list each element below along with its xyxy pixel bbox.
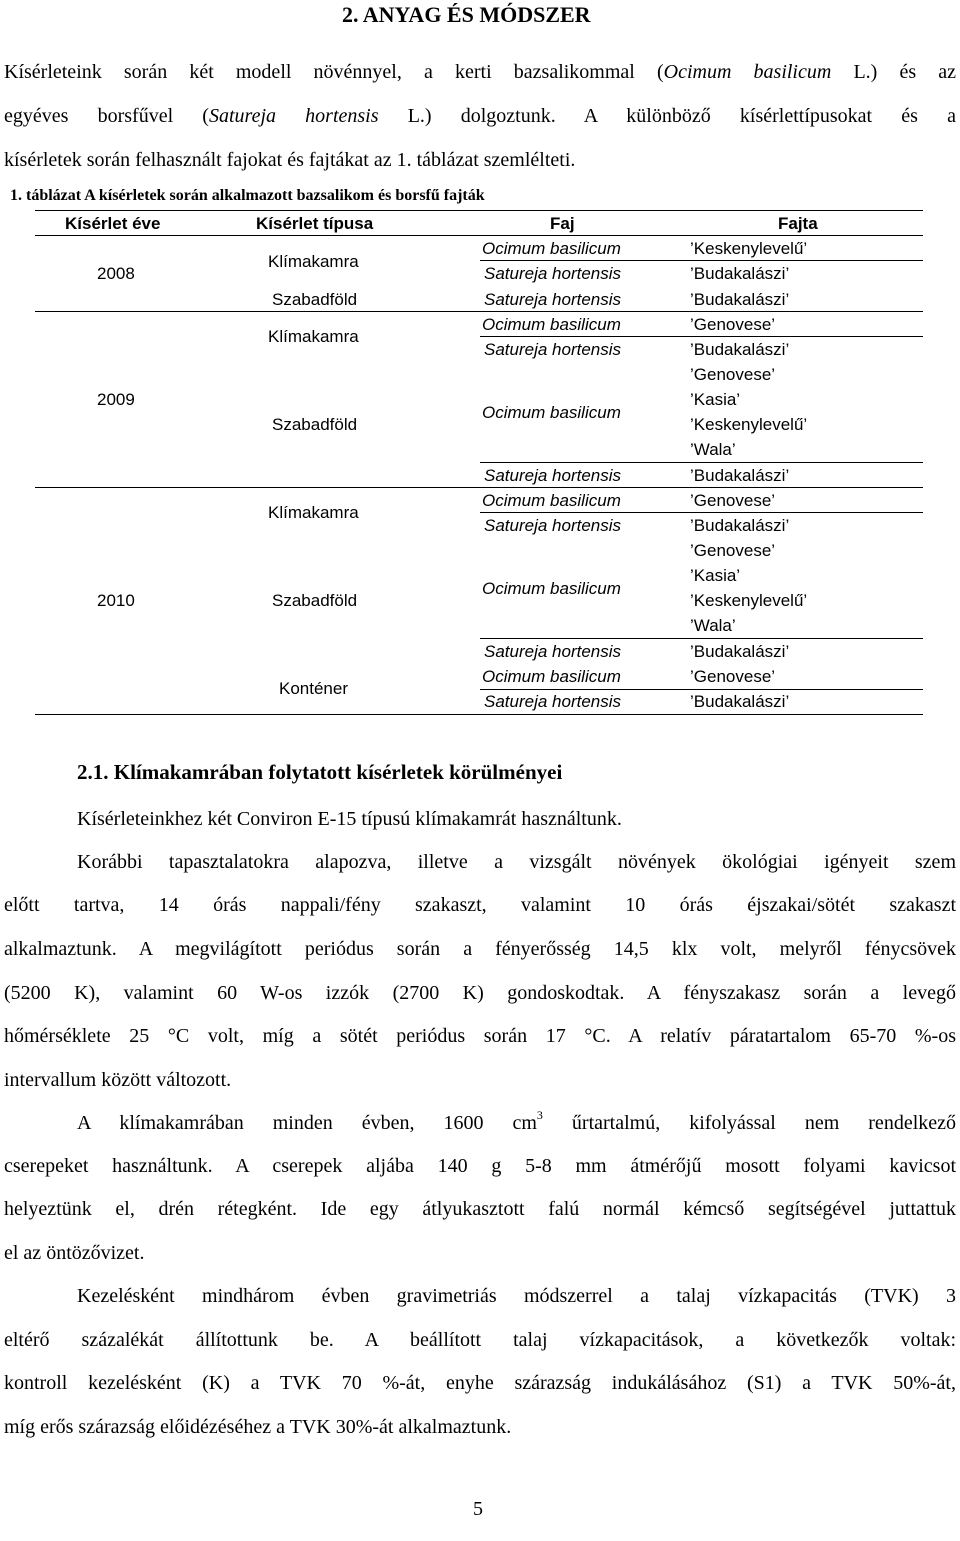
header-species: Faj xyxy=(550,214,575,233)
species-cell: Satureja hortensis xyxy=(484,264,622,283)
type-cell: Konténer xyxy=(279,679,348,698)
intro-species: Satureja hortensis xyxy=(208,105,379,127)
year-rule-2009 xyxy=(35,487,923,488)
table-bottom-rule xyxy=(35,714,923,715)
species-cell: Ocimum basilicum xyxy=(482,239,621,258)
species-cell: Ocimum basilicum xyxy=(482,403,621,422)
intro-text: Kísérleteink során két modell növénnyel, a kerti bazsalikommal ( xyxy=(4,61,664,83)
intro-text: L.) dolgoztunk. A különböző kísérlettípusokat és a xyxy=(378,105,956,127)
intro-text: L.) és az xyxy=(831,61,956,83)
variety-cell: ’Budakalászi’ xyxy=(690,692,790,711)
variety-cell: ’Genovese’ xyxy=(690,541,776,560)
variety-cell: ’Genovese’ xyxy=(690,491,776,510)
species-cell: Satureja hortensis xyxy=(484,466,622,485)
type-cell: Klímakamra xyxy=(268,327,359,346)
variety-cell: ’Keskenylevelű’ xyxy=(690,415,808,434)
year-2008: 2008 xyxy=(97,264,135,283)
paragraph-line: intervallum között változott. xyxy=(4,1069,232,1091)
variety-cell: ’Budakalászi’ xyxy=(690,516,790,535)
paragraph-line: míg erős szárazság előidézéséhez a TVK 30%-át alkalmaztunk. xyxy=(4,1416,512,1438)
header-year: Kísérlet éve xyxy=(65,214,161,233)
superscript: 3 xyxy=(536,1108,543,1122)
paragraph-line: el az öntözővizet. xyxy=(4,1242,145,1264)
paragraph-text: űrtartalmú, kifolyással nem rendelkező xyxy=(542,1112,957,1134)
species-cell: Satureja hortensis xyxy=(484,692,622,711)
species-cell: Satureja hortensis xyxy=(484,290,622,309)
type-cell: Klímakamra xyxy=(268,252,359,271)
species-cell: Satureja hortensis xyxy=(484,642,622,661)
paragraph-line: (5200 K), valamint 60 W-os izzók (2700 K) gondoskodtak. A fényszakasz során a levegő xyxy=(4,982,956,1004)
species-cell: Ocimum basilicum xyxy=(482,315,621,334)
variety-cell: ’Keskenylevelű’ xyxy=(690,239,808,258)
type-cell: Szabadföld xyxy=(272,290,358,309)
species-cell: Satureja hortensis xyxy=(484,516,622,535)
paragraph-line xyxy=(77,1101,956,1145)
page-number: 5 xyxy=(473,1498,483,1520)
section-title: 2.1. Klímakamrában folytatott kísérletek körülményei xyxy=(77,760,563,784)
variety-cell: ’Genovese’ xyxy=(690,365,776,384)
type-cell: Szabadföld xyxy=(272,415,358,434)
species-cell: Satureja hortensis xyxy=(484,340,622,359)
intro-line-3: kísérletek során felhasznált fajokat és fajtákat az 1. táblázat szemlélteti. xyxy=(4,149,576,171)
paragraph-line: hőmérséklete 25 °C volt, míg a sötét periódus során 17 °C. A relatív páratartalom 65-70 %-os xyxy=(4,1025,956,1047)
variety-cell: ’Wala’ xyxy=(690,616,736,635)
intro-text: egyéves borsfűvel ( xyxy=(4,105,209,127)
year-rule-2008 xyxy=(35,311,923,312)
species-cell: Ocimum basilicum xyxy=(482,579,621,598)
intro-species: Ocimum basilicum xyxy=(663,61,832,83)
year-2010: 2010 xyxy=(97,591,135,610)
paragraph-line: cserepeket használtunk. A cserepek aljába 140 g 5-8 mm átmérőjű mosott folyami kavicsot xyxy=(4,1155,956,1177)
species-cell: Ocimum basilicum xyxy=(482,491,621,510)
type-cell: Szabadföld xyxy=(272,591,358,610)
intro-line-2 xyxy=(4,94,956,138)
variety-cell: ’Budakalászi’ xyxy=(690,642,790,661)
paragraph-text: A klímakamrában minden évben, 1600 cm xyxy=(77,1112,537,1134)
header-type: Kísérlet típusa xyxy=(256,214,374,233)
paragraph-line: eltérő százalékát állítottunk be. A beállított talaj vízkapacitások, a következők voltak: xyxy=(4,1329,956,1351)
year-2009: 2009 xyxy=(97,390,135,409)
table-caption: 1. táblázat A kísérletek során alkalmazott bazsalikom és borsfű fajták xyxy=(10,187,485,204)
variety-cell: ’Keskenylevelű’ xyxy=(690,591,808,610)
chapter-heading: 2. ANYAG ÉS MÓDSZER xyxy=(342,2,591,27)
variety-cell: ’Wala’ xyxy=(690,440,736,459)
variety-cell: ’Genovese’ xyxy=(690,667,776,686)
intro-line-1 xyxy=(4,50,956,94)
variety-cell: ’Budakalászi’ xyxy=(690,340,790,359)
variety-cell: ’Budakalászi’ xyxy=(690,466,790,485)
variety-cell: ’Genovese’ xyxy=(690,315,776,334)
paragraph-line: helyeztünk el, drén rétegként. Ide egy átlyukasztott falú normál kémcső segítségével juttattuk xyxy=(4,1198,956,1220)
paragraph-line: előtt tartva, 14 órás nappali/fény szakaszt, valamint 10 órás éjszakai/sötét szakaszt xyxy=(4,894,956,916)
paragraph-line: alkalmaztunk. A megvilágított periódus során a fényerősség 14,5 klx volt, melyről fénycsövek xyxy=(4,938,956,960)
variety-cell: ’Budakalászi’ xyxy=(690,290,790,309)
paragraph-line: kontroll kezelésként (K) a TVK 70 %-át, enyhe szárazság indukálásához (S1) a TVK 50%-át, xyxy=(4,1372,956,1394)
variety-cell: ’Kasia’ xyxy=(690,566,741,585)
species-cell: Ocimum basilicum xyxy=(482,667,621,686)
paragraph-line: Kezelésként mindhárom évben gravimetriás módszerrel a talaj vízkapacitás (TVK) 3 xyxy=(77,1285,956,1307)
variety-cell: ’Budakalászi’ xyxy=(690,264,790,283)
paragraph-line: Korábbi tapasztalatokra alapozva, illetve a vizsgált növények ökológiai igényeit szem xyxy=(77,851,956,873)
variety-cell: ’Kasia’ xyxy=(690,390,741,409)
paragraph-line: Kísérleteinkhez két Conviron E-15 típusú klímakamrát használtunk. xyxy=(77,808,622,830)
header-variety: Fajta xyxy=(778,214,818,233)
type-cell: Klímakamra xyxy=(268,503,359,522)
